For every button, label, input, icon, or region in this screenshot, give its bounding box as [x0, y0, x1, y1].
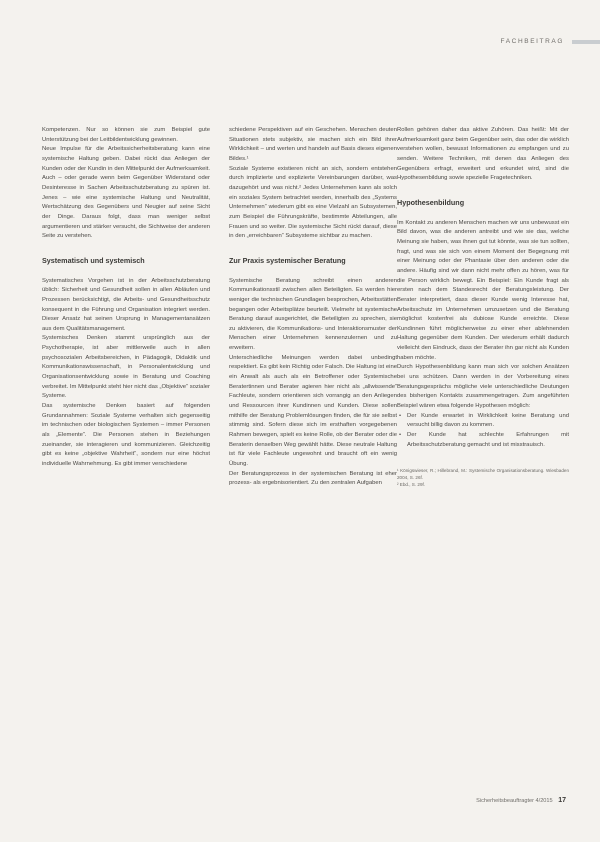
footnote: ² Ebd., S. 29f.	[397, 481, 426, 487]
paragraph: Soziale Systeme existieren nicht an sich, sondern entstehen durch implizierte und explizierte Vereinbarungen darüber, was dazugehört und was nicht.² Jedes Unternehmen kann als solch ein soziales System betrachtet werden, innerhalb des „Systems Unternehmen“ wiederum gibt es eine Vielzahl an Subsystemen, zum Beispiel die Führungskräfte, bestimmte Abteilungen, alle Frauen und so weiter. Die systemische Sicht rückt darauf, diese in den „erreichbaren“ Subsysteme sichtbar zu machen.	[229, 165, 397, 240]
paragraph: Systemische Beratung schreibt einen anderen Kommunikationsstil zwischen allen Beteiligten. Es werden hier weniger die technischen Grundlagen besprochen, Arbeitsstätten begangen oder Arbeitsplätze beurteilt. Vielmehr ist systemische Beratung darauf ausgerichtet, die Beteiligten zu sprechen, sie zu aktivieren, die Kommunikations- und Interaktionsmuster der Menschen einer Unternehmen kennenzulernen und zu erweitern.	[229, 277, 397, 352]
paragraph: Durch Hypothesenbildung kann man sich vor solchen Ansätzen bei uns schützen. Dann werden in der Vorbereitung eines Beratungsgesprächs mögliche viele unterschiedliche Deutungen des bisherigen Kontakts zusammengetragen. Zum angeführten Beispiel wären etwa folgende Hypothesen möglich:	[397, 364, 569, 410]
paragraph: Unterschiedliche Meinungen werden dabei unbedingt respektiert. Es gibt kein Richtig oder Falsch. Die Haltung ist eine ein Anwalt als auch als ein Betroffener oder Systemische Beratertinnen und Berater agieren hier nicht als „allwissende“ Fachleute, sondern orientieren sich vorrangig an den Anliegen und Ressourcen ihrer Kundinnen und Kunden. Diese sollen mithilfe der Beratung Problemlösungen finden, die für sie selbst stimmig sind. Sofern diese sich im ersthaften vorgegebenen Rahmen bewegen, spielt es keine Rolle, ob der Berater oder die Beraterin denselben Weg gewählt hätte. Diese neutrale Haltung ist für viele Fachleute ungewohnt und braucht oft ein wenig Übung.	[229, 354, 397, 467]
header-accent-bar	[572, 40, 600, 44]
paragraph: Der Beratungsprozess in der systemischen Beratung ist eher prozess- als ergebnisorientiert. Zu den zentralen Aufgaben	[229, 470, 397, 487]
page-number: 17	[558, 797, 566, 804]
section-heading: Systematisch und systemisch	[42, 255, 145, 265]
text-column-3	[397, 126, 569, 488]
paragraph: Systemisches Denken stammt ursprünglich aus der Psychotherapie, ist aber mittlerweile auch in allen psychosozialen Arbeitsbereichen, in Pädagogik, Didaktik und Kommunikationswissenschaft, in Personalentwicklung und Organisationsentwicklung sowie in Beratung und Coaching verbreitet. Im Mittelpunkt steht hier nicht das „Objektive“ sozialer Systeme.	[42, 335, 210, 400]
paragraph: schiedene Perspektiven auf ein Geschehen. Menschen deuten Situationen stets subjektiv, sie machen sich ein Bild ihrer Wirklichkeit – und werten und handeln auf Basis dieses eigenen Bildes.¹	[229, 127, 397, 162]
publication-name: Sicherheitsbeauftragter 4/2015	[476, 798, 553, 804]
paragraph: Rollen gehören daher das aktive Zuhören. Das heißt: Mit der Aufmerksamkeit ganz beim Gegenüber sein, das oder die wirklich verstehen wollen, bewusst Informationen zu empfangen und zu senden. Weitere Techniken, mit denen das Anliegen des Gegenübers erfragt, erweitert und erkundet wird, sind die Hypothesenbildung sowie spezielle Fragetechniken.	[397, 127, 569, 182]
paragraph: Im Kontakt zu anderen Menschen machen wir uns unbewusst ein Bild davon, was die anderen antreibt und wie sie das, welche Meinung sie haben, was ihnen gut tut könnte, was sie tun sollten, fragt, und was sie sich von einem Moment der Begegnung mit einer Meinung oder der Phantasie über den anderen oder die andere. Häufig sind wir dann nicht mehr offen zu hören, was für die Person wirklich bewegt. Ein Beispiel: Ein Kunde fragt als ersten nach dem Standesrecht der Beratungsleistung. Der Berater interpretiert, dass dieser Kunde wenig Interesse hat, Arbeitsschutz im Unternehmen umzusetzen und die Beratung möglichst kostenfrei als dubiose Kunde erreichte. Diese Kundinnen führt möglicherweise zu einer eher ablehnenden Haltung gegenüber dem Kunden. Der wiederum erhält dadurch vielleicht den Eindruck, dass der Berater ihn gar nicht als Kunden haben möchte.	[397, 219, 569, 361]
paragraph: Das systemische Denken basiert auf folgenden Grundannahmen: Soziale Systeme verhalten sich gegenseitig im technischen oder biologischen Systemen – immer Personen als „Elemente“. Die Personen stehen in Beziehungen zueinander, sie interagieren und kommunizieren. Gleichzeitig gibt es keine „objektive Wahrheit“, sondern nur eine höchst individuelle Wahrnehmung. Es gibt immer verschiedene	[42, 403, 210, 467]
section-heading: Zur Praxis systemischer Beratung	[229, 255, 346, 265]
list-item: • Der Kunde erwartet in Wirklichkeit keine Beratung und versucht billig davon zu kommen.	[397, 412, 569, 431]
section-header-label: FACHBEITRAG	[500, 38, 564, 45]
paragraph: Neue Impulse für die Arbeitssicherheitsberatung kann eine systemische Haltung geben. Dabei rückt das Anliegen der Kunden oder der Kundin in den Mittelpunkt der Aufmerksamkeit. Auch – oder gerade wenn beim Gegenüber Widerstand oder Desinteresse in Sachen Arbeitsschutzberatung zu spüren ist. Jenes – wie eine systemische Haltung und Neutralität, Wertschätzung des Gegenübers und Neugier auf seine Sicht der Dinge. Daraus folgt, dass man weniger selbst argumentieren und stärker versucht, die Sichtweise der anderen Seite zu verstehen.	[42, 146, 210, 240]
text-column-1	[42, 126, 210, 470]
footnotes	[397, 468, 569, 488]
list-item: • Der Kunde hat schlechte Erfahrungen mit Arbeitsschutzberatung gemacht und ist misstrauisch.	[397, 431, 569, 450]
text-column-2	[229, 126, 397, 489]
page-footer	[476, 797, 566, 804]
paragraph: Systematisches Vorgehen ist in der Arbeitsschutzberatung üblich: Sicherheit und Gesundheit sollen in allen Abläufen und Prozessen berücksichtigt, die Arbeits- und Gesundheitsschutz konsequent in die Führung und Organisation integriert werden. Dieser Ansatz hat seinen Ursprung in Managementansätzen aus dem Qualitätsmanagement.	[42, 277, 210, 332]
footnote: ¹ Königswieser, R.; Hillebrand, M.: Systemische Organisationsberatung. Wiesbaden 2004, S. 26f.	[397, 468, 569, 480]
section-heading: Hypothesenbildung	[397, 197, 465, 207]
paragraph: Kompetenzen. Nur so können sie zum Beispiel gute Unterstützung bei der Leitbildentwicklung gewinnen.	[42, 127, 210, 143]
hypothesis-list	[397, 412, 569, 451]
